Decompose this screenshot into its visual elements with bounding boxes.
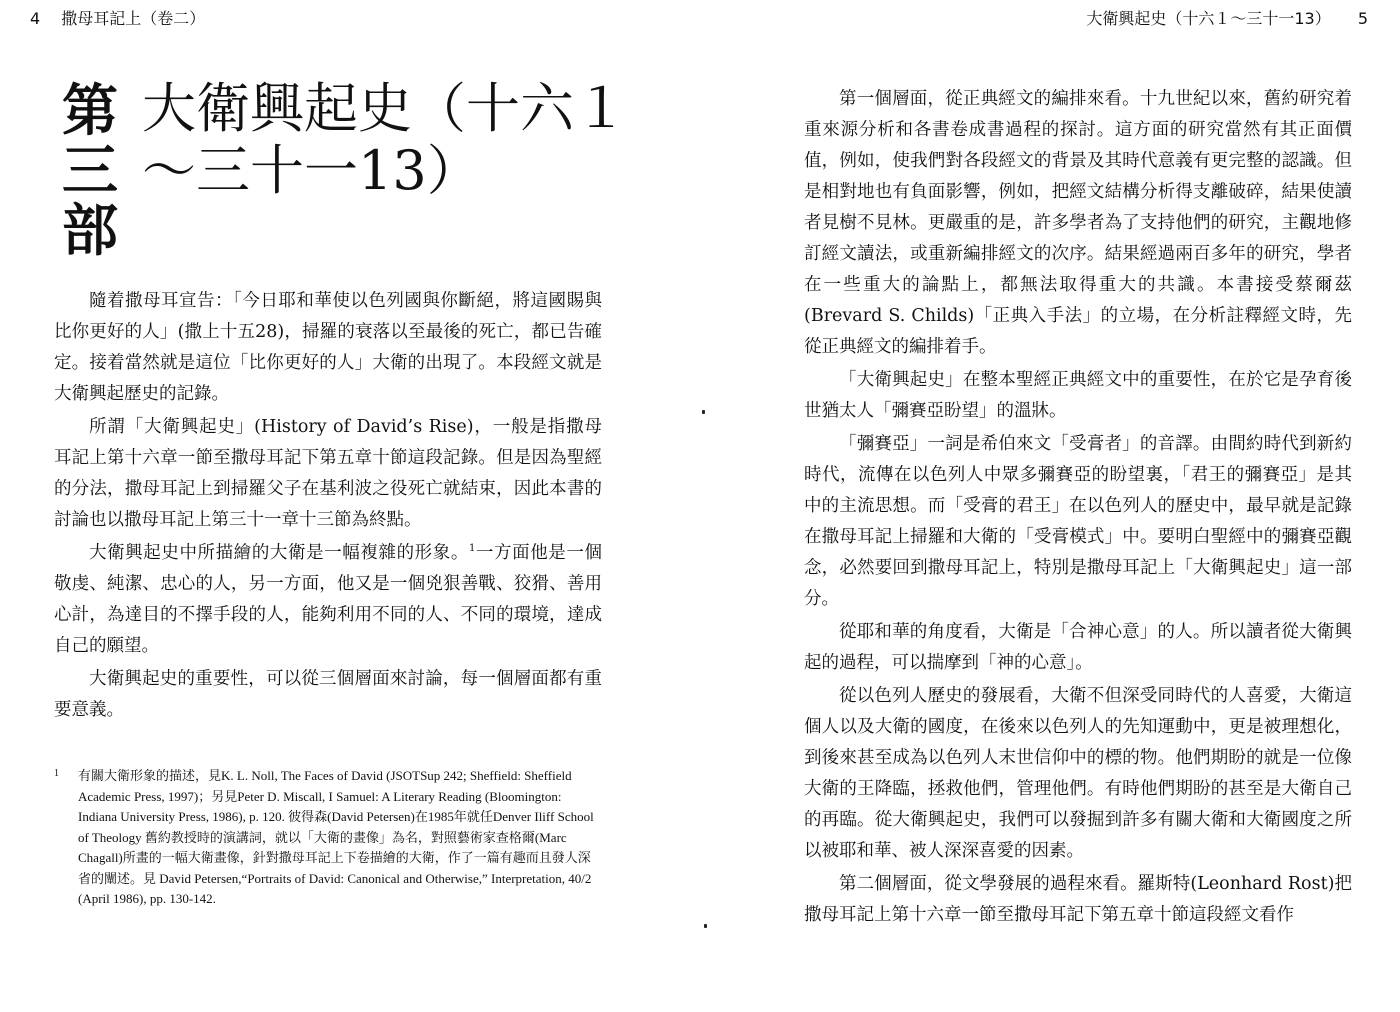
paragraph: 「大衛興起史」在整本聖經正典經文中的重要性，在於它是孕育後世猶太人「彌賽亞盼望」的溫牀。 [804, 370, 1352, 421]
paragraph: 「彌賽亞」一詞是希伯來文「受膏者」的音譯。由間約時代到新約時代，流傳在以色列人中眾多彌賽亞的盼望裏，「君王的彌賽亞」是其中的主流思想。而「受膏的君王」在以色列人的歷史中，最早就是記錄在撒母耳記上掃羅和大衛的「受膏模式」中。要明白聖經中的彌賽亞觀念，必然要回到撒母耳記上，特別是撒母耳記上「大衛興起史」這一部分。 [804, 434, 1352, 609]
right-body-text [804, 84, 1352, 933]
right-page [700, 0, 1400, 1012]
paragraph: 第一個層面，從正典經文的編排來看。十九世紀以來，舊約研究着重來源分析和各書卷成書過程的探討。這方面的研究當然有其正面價值，例如，使我們對各段經文的背景及其時代意義有更完整的認識。但是相對地也有負面影響，例如，把經文結構分析得支離破碎，結果使讀者見樹不見林。更嚴重的是，許多學者為了支持他們的研究，主觀地修訂經文讀法，或重新編排經文的次序。結果經過兩百多年的研究，學者在一些重大的論點上，都無法取得重大的共識。本書接受蔡爾茲(Brevard S. Childs)「正典入手法」的立場，在分析註釋經文時，先從正典經文的編排着手。 [804, 89, 1352, 357]
footnote [54, 766, 602, 910]
right-page-number: 5 [1357, 9, 1368, 28]
paragraph: 所謂「大衛興起史」(History of David’s Rise)，一般是指撒母耳記上第十六章一節至撒母耳記下第五章十節這段記錄。但是因為聖經的分法，撒母耳記上到掃羅父子在基利波之役死亡就結束，因此本書的討論也以撒母耳記上第三十一章十三節為終點。 [54, 417, 602, 530]
paragraph: 隨着撒母耳宣告：「今日耶和華使以色列國與你斷絕，將這國賜與比你更好的人」(撒上十五28)，掃羅的衰落以至最後的死亡，都已告確定。接着當然就是這位「比你更好的人」大衛的出現了。本段經文就是大衛興起歷史的記錄。 [54, 291, 602, 404]
paragraph: 從以色列人歷史的發展看，大衛不但深受同時代的人喜愛，大衛這個人以及大衛的國度，在後來以色列人的先知運動中，更是被理想化，到後來甚至成為以色列人末世信仰中的標的物。他們期盼的就是一位像大衛的王降臨，拯救他們，管理他們。有時他們期盼的甚至是大衛自己的再臨。從大衛興起史，我們可以發掘到許多有關大衛和大衛國度之所以被耶和華、被人深深喜愛的因素。 [804, 686, 1352, 861]
footnotes [54, 766, 602, 910]
footnote-text: 有關大衛形象的描述，見K. L. Noll, The Faces of David (JSOTSup 242; Sheffield: Sheffield Academic Press, 1997)；另見Peter D. Miscall, I Samuel: A Literary Reading (Bloomington: Indiana University Press, 1986), p. 120. 彼得森(David Petersen)在1985年就任Denver Iliff School of Theology 舊約教授時的演講詞，就以「大衛的畫像」為名，對照藝術家查格爾(Marc Chagall)所畫的一幅大衛畫像，針對撒母耳記上下卷描繪的大衛，作了一篇有趣而且發人深省的闡述。見 David Petersen,“Portraits of David: Canonical and Otherwise,” Interpretation, 40/2 (April 1986), pp. 130-142. [78, 768, 594, 906]
footnote-reference: 1 [468, 543, 476, 555]
paragraph-text: 大衛興起史中所描繪的大衛是一幅複雜的形象。 [89, 543, 469, 563]
part-label [58, 79, 122, 264]
paragraph [54, 538, 602, 662]
left-running-title: 撒母耳記上（卷二） [61, 9, 206, 28]
right-running-title: 大衛興起史（十六１～三十一13） [1086, 9, 1331, 28]
left-page-number: 4 [30, 9, 41, 28]
left-page-header [30, 6, 205, 29]
paragraph: 第二個層面，從文學發展的過程來看。羅斯特(Leonhard Rost)把撒母耳記上第十六章一節至撒母耳記下第五章十節這段經文看作 [804, 874, 1352, 925]
footnote-mark: 1 [54, 768, 59, 779]
paragraph: 大衛興起史的重要性，可以從三個層面來討論，每一個層面都有重要意義。 [54, 669, 602, 720]
left-body-text [54, 286, 602, 728]
part-label-char: 三 [62, 139, 118, 204]
part-label-char: 第 [62, 79, 118, 144]
paragraph: 從耶和華的角度看，大衛是「合神心意」的人。所以讀者從大衛興起的過程，可以揣摩到「神的心意」。 [804, 622, 1352, 673]
right-page-header [1086, 6, 1368, 29]
chapter-title: 大衛興起史（十六１～三十一13） [142, 77, 628, 202]
part-label-char: 部 [62, 199, 118, 264]
paragraph-text: 一方面他是一個敬虔、純潔、忠心的人，另一方面，他又是一個兇狠善戰、狡猾、善用心計，為達目的不擇手段的人，能夠利用不同的人、不同的環境，達成自己的願望。 [54, 543, 602, 656]
